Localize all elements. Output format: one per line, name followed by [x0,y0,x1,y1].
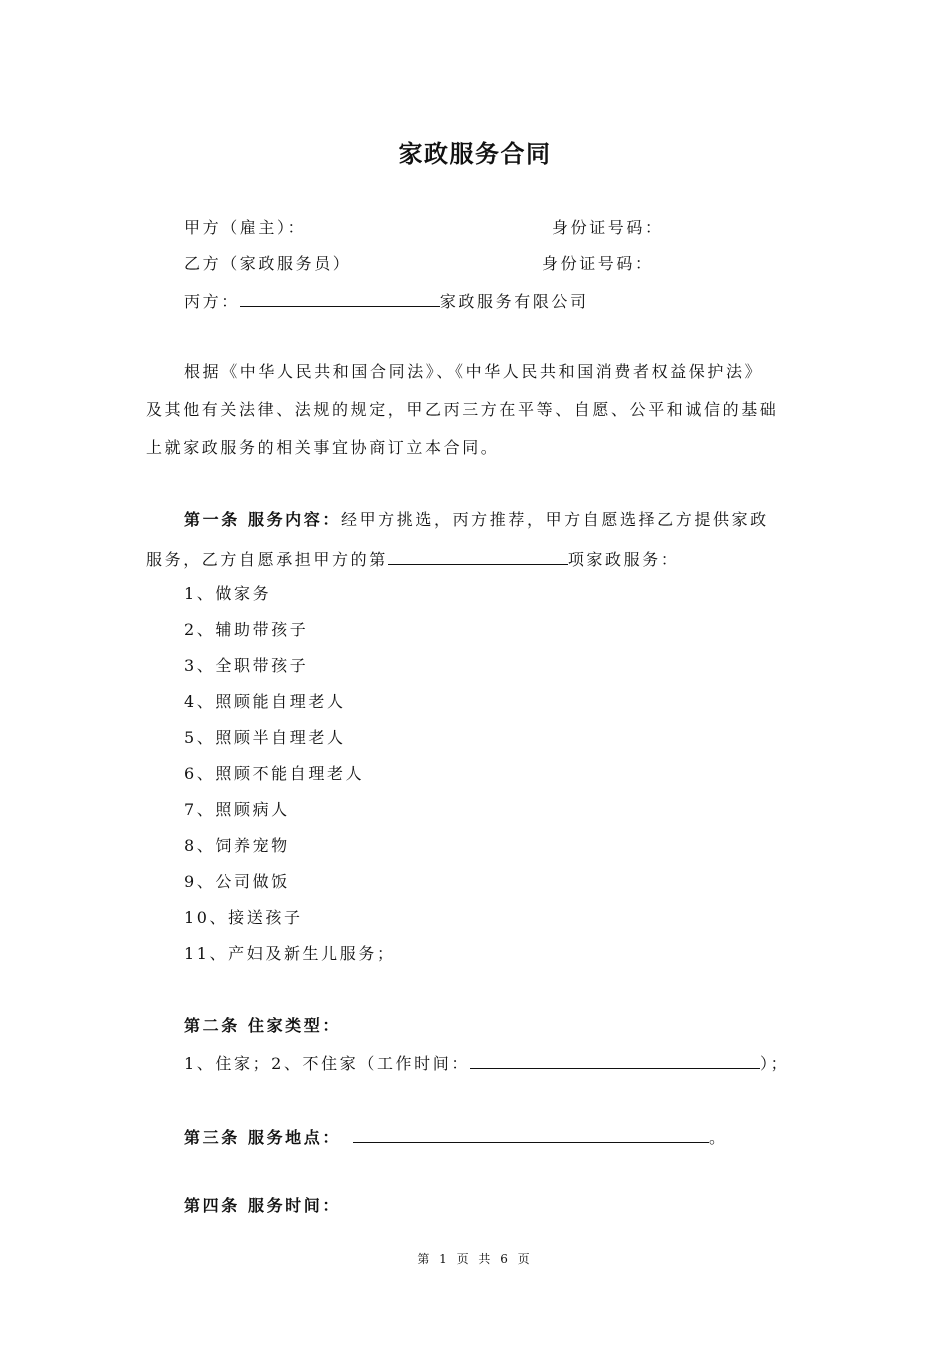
list-item: 9、公司做饭 [184,872,290,891]
article-1-line-1 [184,510,769,530]
preamble-line-1: 根据《中华人民共和国合同法》、《中华人民共和国消费者权益保护法》 [184,362,764,381]
list-item: 4、照顾能自理老人 [184,692,346,711]
party-b-id-label: 身份证号码： [542,254,654,273]
list-item: 11、产妇及新生儿服务； [184,944,396,963]
article-2-suffix: ）； [759,1054,790,1073]
page-footer: 第 1 页 共 6 页 [417,1252,533,1266]
article-2-heading: 第二条 住家类型： [184,1016,341,1035]
party-b-label: 乙方（家政服务员） [184,254,352,273]
article-3-line [184,1126,728,1148]
party-c-line [184,290,589,312]
party-a-label: 甲方（雇主）： [184,218,307,237]
list-item: 7、照顾病人 [184,800,290,819]
article-3-heading: 第三条 服务地点： [184,1128,341,1147]
article-3-suffix: 。 [708,1128,728,1147]
page-title: 家政服务合同 [398,139,552,168]
list-item: 2、辅助带孩子 [184,620,309,639]
article-2-prefix: 1、住家；2、不住家（工作时间： [184,1054,470,1073]
article-1-line-2-suffix: 项家政服务： [567,550,680,569]
article-1-line-2 [146,548,679,570]
list-item: 10、接送孩子 [184,908,303,927]
party-c-label: 丙方： [184,292,240,311]
list-item: 3、全职带孩子 [184,656,309,675]
party-c-suffix: 家政服务有限公司 [439,292,589,311]
article-1-line-2-prefix: 服务，乙方自愿承担甲方的第 [146,550,388,569]
list-item: 1、做家务 [184,584,272,603]
article-1-text: 经甲方挑选，丙方推荐，甲方自愿选择乙方提供家政 [340,510,769,529]
list-item: 5、照顾半自理老人 [184,728,346,747]
list-item: 8、饲养宠物 [184,836,290,855]
service-location-blank[interactable] [353,1126,709,1143]
service-number-blank[interactable] [388,548,568,565]
preamble-line-2: 及其他有关法律、法规的规定，甲乙丙三方在平等、自愿、公平和诚信的基础 [146,400,779,419]
article-1-heading: 第一条 服务内容： [184,510,341,529]
article-2-line [184,1052,789,1074]
work-hours-blank[interactable] [470,1052,760,1069]
party-c-blank[interactable] [240,290,440,307]
article-4-heading: 第四条 服务时间： [184,1196,341,1215]
list-item: 6、照顾不能自理老人 [184,764,365,783]
preamble-line-3: 上就家政服务的相关事宜协商订立本合同。 [146,438,500,457]
party-a-id-label: 身份证号码： [552,218,664,237]
